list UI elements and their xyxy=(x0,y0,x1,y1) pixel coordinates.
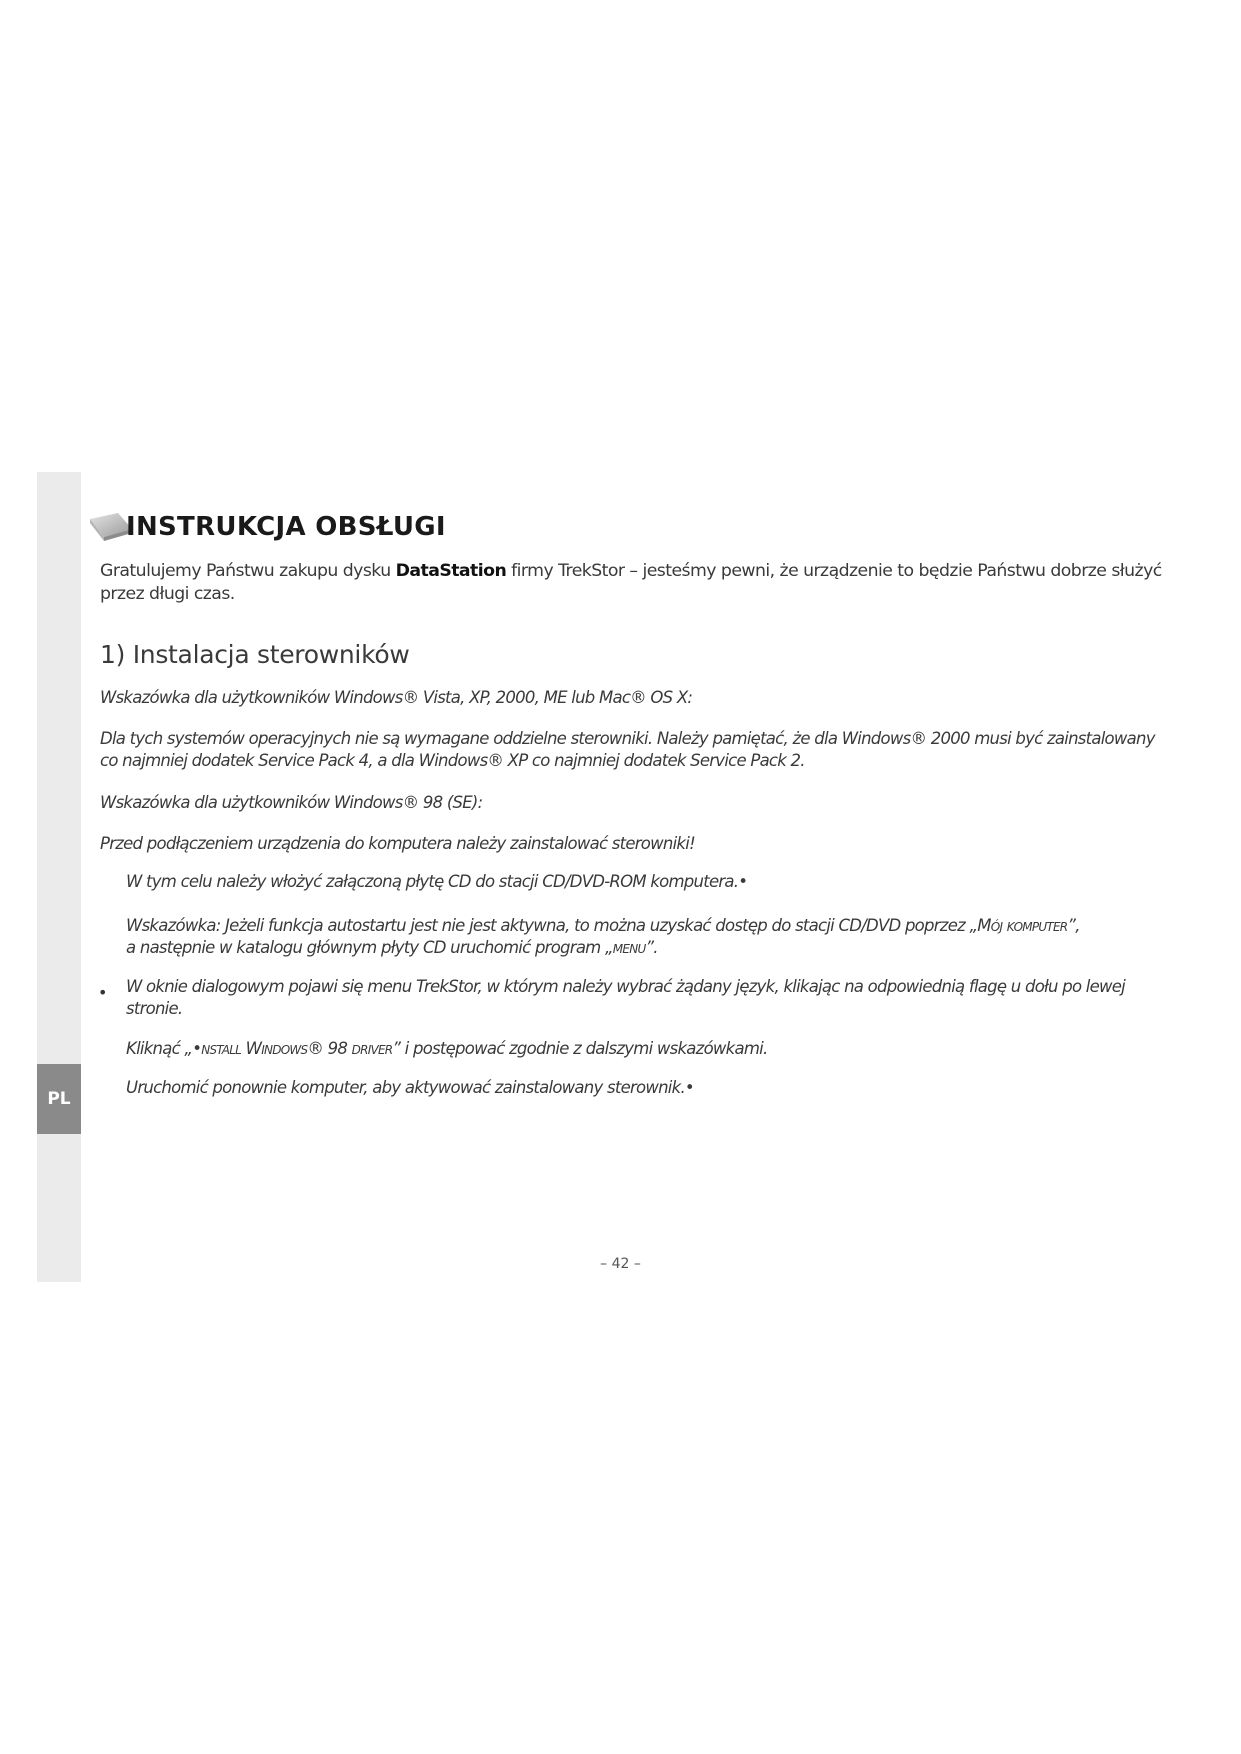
note-98-warning: Przed podłączeniem urządzenia do komputera należy zainstalować sterowniki! xyxy=(100,834,695,853)
step-restart: Uruchomić ponownie komputer, aby aktywować zainstalowany sterownik.• xyxy=(126,1078,694,1097)
section-heading: 1) Instalacja sterowników xyxy=(100,640,410,669)
step-autostart-note: Wskazówka: Jeżeli funkcja autostartu jest nie jest aktywna, to można uzyskać dostęp do stacji CD/DVD poprzez „Mój komputer”, a następnie w katalogu głównym płyty CD uruchomić program „menu”. xyxy=(126,916,1080,957)
language-tab: PL xyxy=(37,1064,81,1134)
note-modern-heading: Wskazówka dla użytkowników Windows® Vista, XP, 2000, ME lub Mac® OS X: xyxy=(100,688,693,707)
manual-title: INSTRUKCJA OBSŁUGI xyxy=(126,512,446,542)
product-name: DataStation xyxy=(395,561,507,581)
page-number: – 42 – xyxy=(600,1256,641,1272)
bullet: • xyxy=(98,983,108,1002)
step-click-install: Kliknąć „•nstall Windows® 98 driver” i postępować zgodnie z dalszymi wskazówkami. xyxy=(126,1039,768,1058)
note-98-heading: Wskazówka dla użytkowników Windows® 98 (SE): xyxy=(100,793,483,812)
intro-paragraph: Gratulujemy Państwu zakupu dysku DataStation firmy TrekStor – jesteśmy pewni, że urządzenie to będzie Państwu dobrze służyć przez długi czas. xyxy=(100,561,1162,604)
step-menu: W oknie dialogowym pojawi się menu TrekStor, w którym należy wybrać żądany język, klikając na odpowiednią flagę u dołu po lewej stronie. xyxy=(126,977,1126,1018)
step-insert-cd: W tym celu należy włożyć załączoną płytę CD do stacji CD/DVD-ROM komputera.• xyxy=(126,872,748,891)
side-strip xyxy=(37,472,81,1282)
note-modern-text: Dla tych systemów operacyjnych nie są wymagane oddzielne sterowniki. Należy pamiętać, że dla Windows® 2000 musi być zainstalowany co najmniej dodatek Service Pack 4, a dla Windows® XP co najmniej dodatek Service Pack 2. xyxy=(100,729,1155,770)
